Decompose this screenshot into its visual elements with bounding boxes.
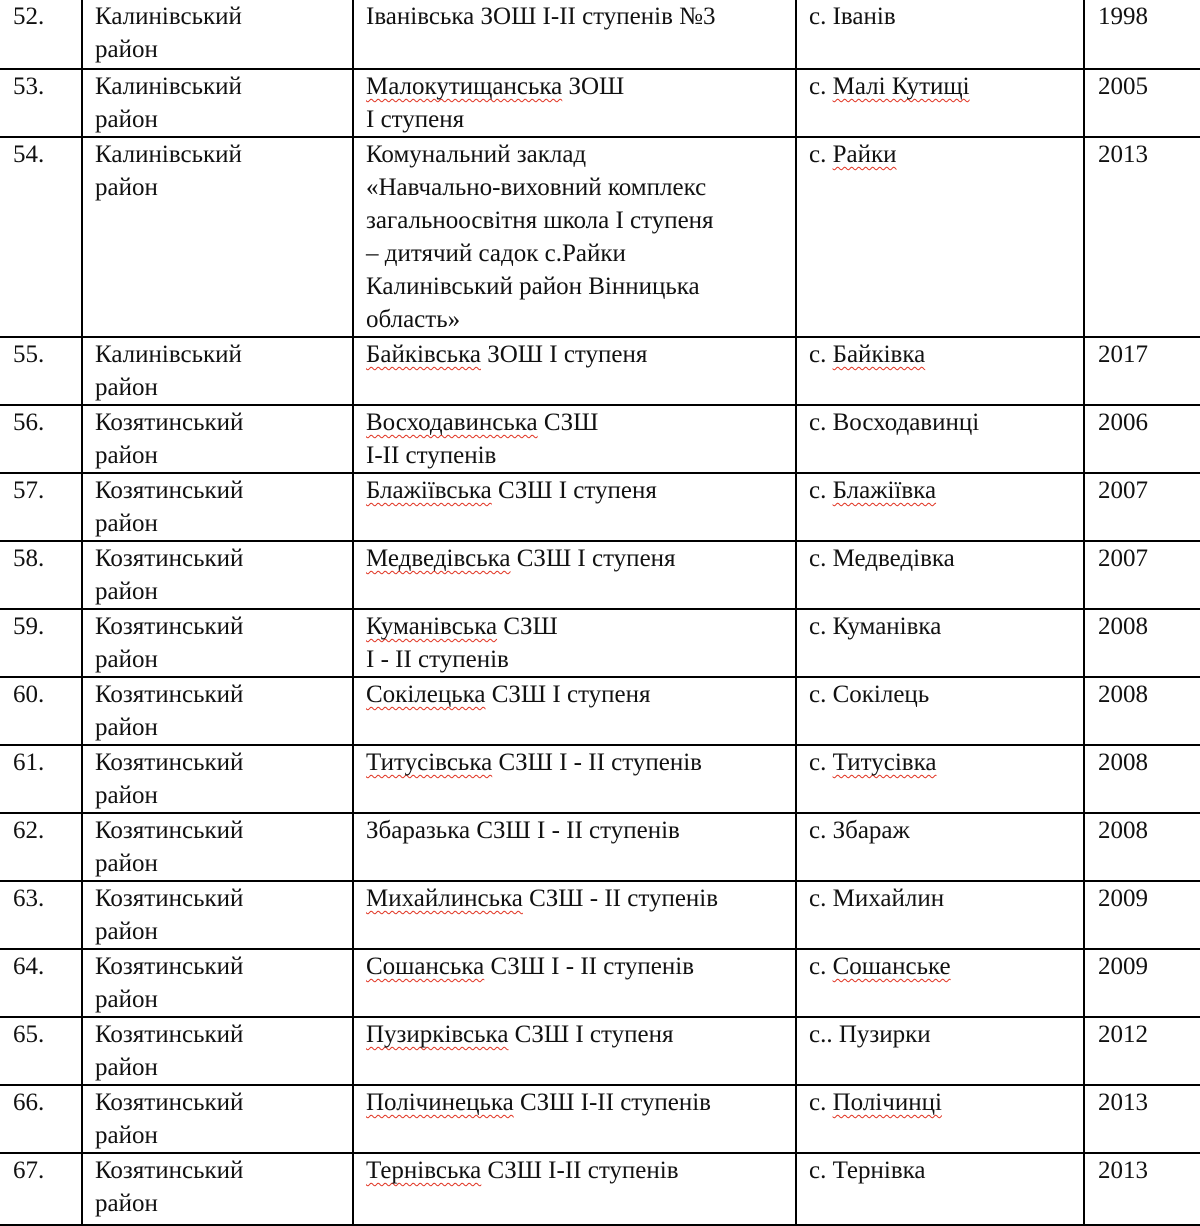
row-number: 67. bbox=[0, 1153, 82, 1225]
table-row bbox=[0, 473, 1200, 541]
district-cell: Козятинський район bbox=[82, 677, 353, 745]
row-number: 56. bbox=[0, 405, 82, 473]
district-cell: Козятинський район bbox=[82, 473, 353, 541]
spellcheck-word: Байківка bbox=[832, 341, 926, 368]
spellcheck-word: Медведівська bbox=[366, 545, 511, 572]
spellcheck-word: Восходавинська bbox=[366, 409, 538, 436]
table-row bbox=[0, 1085, 1200, 1153]
village-cell: с. Полічинці bbox=[796, 1085, 1084, 1153]
row-number: 54. bbox=[0, 137, 82, 337]
year-cell: 2007 bbox=[1084, 473, 1200, 541]
row-number: 58. bbox=[0, 541, 82, 609]
village-cell: с. Куманівка bbox=[796, 609, 1084, 677]
table-row bbox=[0, 137, 1200, 337]
table-row bbox=[0, 1153, 1200, 1225]
village-cell: с. Сошанське bbox=[796, 949, 1084, 1017]
spellcheck-word: Райки bbox=[832, 141, 897, 168]
spellcheck-word: Блажіївська bbox=[366, 477, 492, 504]
row-number: 64. bbox=[0, 949, 82, 1017]
row-number: 62. bbox=[0, 813, 82, 881]
spellcheck-word: Титусівка bbox=[832, 749, 937, 776]
year-cell: 2012 bbox=[1084, 1017, 1200, 1085]
year-cell: 2013 bbox=[1084, 137, 1200, 337]
village-cell: с. Райки bbox=[796, 137, 1084, 337]
district-cell: Козятинський район bbox=[82, 541, 353, 609]
year-cell: 2009 bbox=[1084, 881, 1200, 949]
table-row bbox=[0, 881, 1200, 949]
district-cell: Козятинський район bbox=[82, 813, 353, 881]
row-number: 63. bbox=[0, 881, 82, 949]
row-number: 61. bbox=[0, 745, 82, 813]
school-name-cell: Титусівська СЗШ I - II ступенів bbox=[353, 745, 796, 813]
year-cell: 2008 bbox=[1084, 609, 1200, 677]
row-number: 55. bbox=[0, 337, 82, 405]
year-cell: 1998 bbox=[1084, 0, 1200, 69]
spellcheck-word: Полічинці bbox=[832, 1089, 942, 1116]
spellcheck-word: Байківська bbox=[366, 341, 481, 368]
table-row bbox=[0, 1017, 1200, 1085]
year-cell: 2008 bbox=[1084, 745, 1200, 813]
school-name-cell: Сошанська СЗШ I - II ступенів bbox=[353, 949, 796, 1017]
district-cell: Козятинський район bbox=[82, 745, 353, 813]
row-number: 53. bbox=[0, 69, 82, 137]
spellcheck-word: Блажіївка bbox=[832, 477, 937, 504]
school-name-cell: Блажіївська СЗШ I ступеня bbox=[353, 473, 796, 541]
district-cell: Калинівський район bbox=[82, 69, 353, 137]
district-cell: Калинівський район bbox=[82, 0, 353, 69]
row-number: 60. bbox=[0, 677, 82, 745]
village-cell: с. Сокілець bbox=[796, 677, 1084, 745]
village-cell: с. Блажіївка bbox=[796, 473, 1084, 541]
spellcheck-word: Малокутищанська bbox=[366, 73, 563, 100]
village-cell: с. Восходавинці bbox=[796, 405, 1084, 473]
row-number: 65. bbox=[0, 1017, 82, 1085]
spellcheck-word: Титусівська bbox=[366, 749, 493, 776]
school-name-cell: Малокутищанська ЗОШ I ступеня bbox=[353, 69, 796, 137]
year-cell: 2013 bbox=[1084, 1153, 1200, 1225]
spellcheck-word: Михайлинська bbox=[366, 885, 523, 912]
village-cell: с. Титусівка bbox=[796, 745, 1084, 813]
village-cell: с. Малі Кутищі bbox=[796, 69, 1084, 137]
year-cell: 2005 bbox=[1084, 69, 1200, 137]
school-name-cell: Восходавинська СЗШ I-II ступенів bbox=[353, 405, 796, 473]
spellcheck-word: Пузирківська bbox=[366, 1021, 509, 1048]
year-cell: 2017 bbox=[1084, 337, 1200, 405]
table-row bbox=[0, 69, 1200, 137]
year-cell: 2008 bbox=[1084, 677, 1200, 745]
district-cell: Калинівський район bbox=[82, 337, 353, 405]
year-cell: 2008 bbox=[1084, 813, 1200, 881]
school-name-cell: Медведівська СЗШ I ступеня bbox=[353, 541, 796, 609]
table-row bbox=[0, 405, 1200, 473]
spellcheck-word: Куманівська bbox=[366, 613, 498, 640]
school-name-cell: Іванівська ЗОШ I-II ступенів №3 bbox=[353, 0, 796, 69]
school-name-cell: Пузирківська СЗШ I ступеня bbox=[353, 1017, 796, 1085]
district-cell: Козятинський район bbox=[82, 1153, 353, 1225]
table-row bbox=[0, 0, 1200, 69]
school-name-cell: Полічинецька СЗШ I-II ступенів bbox=[353, 1085, 796, 1153]
spellcheck-word: Тернівська bbox=[366, 1157, 482, 1184]
village-cell: с. Байківка bbox=[796, 337, 1084, 405]
table-row bbox=[0, 813, 1200, 881]
village-cell: с. Збараж bbox=[796, 813, 1084, 881]
spellcheck-word: Сошанська bbox=[366, 953, 485, 980]
district-cell: Козятинський район bbox=[82, 881, 353, 949]
village-cell: с. Медведівка bbox=[796, 541, 1084, 609]
school-name-cell: Сокілецька СЗШ I ступеня bbox=[353, 677, 796, 745]
table-row bbox=[0, 745, 1200, 813]
district-cell: Козятинський район bbox=[82, 405, 353, 473]
spellcheck-word: Сокілецька bbox=[366, 681, 486, 708]
year-cell: 2006 bbox=[1084, 405, 1200, 473]
village-cell: с. Тернівка bbox=[796, 1153, 1084, 1225]
table-row bbox=[0, 609, 1200, 677]
row-number: 66. bbox=[0, 1085, 82, 1153]
school-name-cell: Збаразька СЗШ I - II ступенів bbox=[353, 813, 796, 881]
row-number: 59. bbox=[0, 609, 82, 677]
village-cell: с. Михайлин bbox=[796, 881, 1084, 949]
table-row bbox=[0, 337, 1200, 405]
row-number: 52. bbox=[0, 0, 82, 69]
district-cell: Козятинський район bbox=[82, 609, 353, 677]
school-name-cell: Комунальний заклад «Навчально-виховний комплекс загальноосвітня школа I ступеня – дитячий садок с.Райки Калинівський район Вінницька область» bbox=[353, 137, 796, 337]
spellcheck-word: Малі Кутищі bbox=[832, 73, 970, 100]
year-cell: 2007 bbox=[1084, 541, 1200, 609]
row-number: 57. bbox=[0, 473, 82, 541]
spellcheck-word: Сошанське bbox=[832, 953, 951, 980]
table-row bbox=[0, 949, 1200, 1017]
school-name-cell: Байківська ЗОШ I ступеня bbox=[353, 337, 796, 405]
district-cell: Козятинський район bbox=[82, 1085, 353, 1153]
school-name-cell: Тернівська СЗШ I-II ступенів bbox=[353, 1153, 796, 1225]
table-row bbox=[0, 541, 1200, 609]
village-cell: с.. Пузирки bbox=[796, 1017, 1084, 1085]
district-cell: Козятинський район bbox=[82, 949, 353, 1017]
district-cell: Калинівський район bbox=[82, 137, 353, 337]
village-cell: с. Іванів bbox=[796, 0, 1084, 69]
school-name-cell: Михайлинська СЗШ - II ступенів bbox=[353, 881, 796, 949]
district-cell: Козятинський район bbox=[82, 1017, 353, 1085]
year-cell: 2009 bbox=[1084, 949, 1200, 1017]
year-cell: 2013 bbox=[1084, 1085, 1200, 1153]
school-name-cell: Куманівська СЗШ I - II ступенів bbox=[353, 609, 796, 677]
spellcheck-word: Полічинецька bbox=[366, 1089, 514, 1116]
table-row bbox=[0, 677, 1200, 745]
